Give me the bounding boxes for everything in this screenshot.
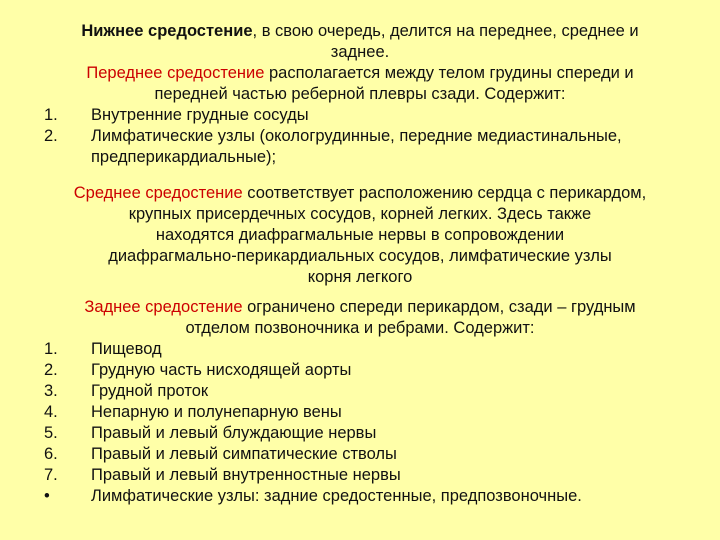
posterior-line-2: отделом позвоночника и ребрами. Содержит:	[185, 319, 535, 337]
list-item-number: 5.	[44, 424, 58, 442]
list-item-text: Грудную часть нисходящей аорты	[91, 361, 352, 379]
list-item	[0, 126, 720, 147]
list-item-text: Пищевод	[91, 340, 162, 358]
middle-line: корня легкого	[307, 268, 413, 286]
list-item	[0, 465, 720, 486]
list-item-text: Внутренние грудные сосуды	[91, 106, 309, 124]
middle-section	[0, 183, 720, 288]
list-item-text: Правый и левый блуждающие нервы	[91, 424, 377, 442]
list-item-continuation	[0, 147, 720, 168]
list-item-number: 2.	[44, 127, 58, 145]
list-item	[0, 402, 720, 423]
list-item	[0, 360, 720, 381]
list-item-number: 1.	[44, 340, 58, 358]
middle-term: Среднее средостение	[73, 184, 243, 202]
anterior-line-2: передней частью реберной плевры сзади. Содержит:	[154, 85, 566, 103]
list-item-text: Непарную и полунепарную вены	[91, 403, 342, 421]
list-item-text: предперикардиальные);	[91, 148, 277, 166]
intro-line-1-text: , в свою очередь, делится на переднее, среднее и	[252, 22, 639, 40]
intro-line-1	[0, 21, 720, 42]
list-item-number: 3.	[44, 382, 58, 400]
middle-line: находятся диафрагмальные нервы в сопровождении	[155, 226, 565, 244]
list-item	[0, 105, 720, 126]
anterior-section	[0, 63, 720, 168]
list-item-text: Лимфатические узлы (окологрудинные, передние медиастинальные,	[91, 127, 622, 145]
list-item-text: Лимфатические узлы: задние средостенные, предпозвоночные.	[91, 487, 582, 505]
list-item	[0, 339, 720, 360]
middle-line: диафрагмально-перикардиальных сосудов, лимфатические узлы	[108, 247, 612, 265]
posterior-line-1	[0, 297, 720, 318]
list-item-text: Правый и левый симпатические стволы	[91, 445, 397, 463]
list-item-text: Грудной проток	[91, 382, 209, 400]
list-item	[0, 486, 720, 507]
intro-line-2: заднее.	[330, 43, 390, 61]
list-item	[0, 423, 720, 444]
posterior-term: Заднее средостение	[84, 298, 243, 316]
list-item-number: 4.	[44, 403, 58, 421]
anterior-line-1	[0, 63, 720, 84]
posterior-section	[0, 297, 720, 507]
middle-line-1	[0, 183, 720, 204]
anterior-term: Переднее средостение	[86, 64, 265, 82]
list-item-text: Правый и левый внутренностные нервы	[91, 466, 401, 484]
list-item	[0, 381, 720, 402]
posterior-line-1-text: ограничено спереди перикардом, сзади – грудным	[242, 298, 636, 316]
list-item-number: 1.	[44, 106, 58, 124]
list-item-number: 6.	[44, 445, 58, 463]
anterior-line-1-text: располагается между телом грудины спереди и	[264, 64, 634, 82]
list-item-number: 2.	[44, 361, 58, 379]
list-item	[0, 444, 720, 465]
list-item-number: 7.	[44, 466, 58, 484]
intro-bold-term: Нижнее средостение	[81, 22, 253, 40]
middle-line: крупных присердечных сосудов, корней легких. Здесь также	[128, 205, 592, 223]
list-item-bullet: •	[44, 487, 50, 505]
intro-paragraph	[0, 21, 720, 63]
middle-line-1-text: соответствует расположению сердца с перикардом,	[242, 184, 647, 202]
